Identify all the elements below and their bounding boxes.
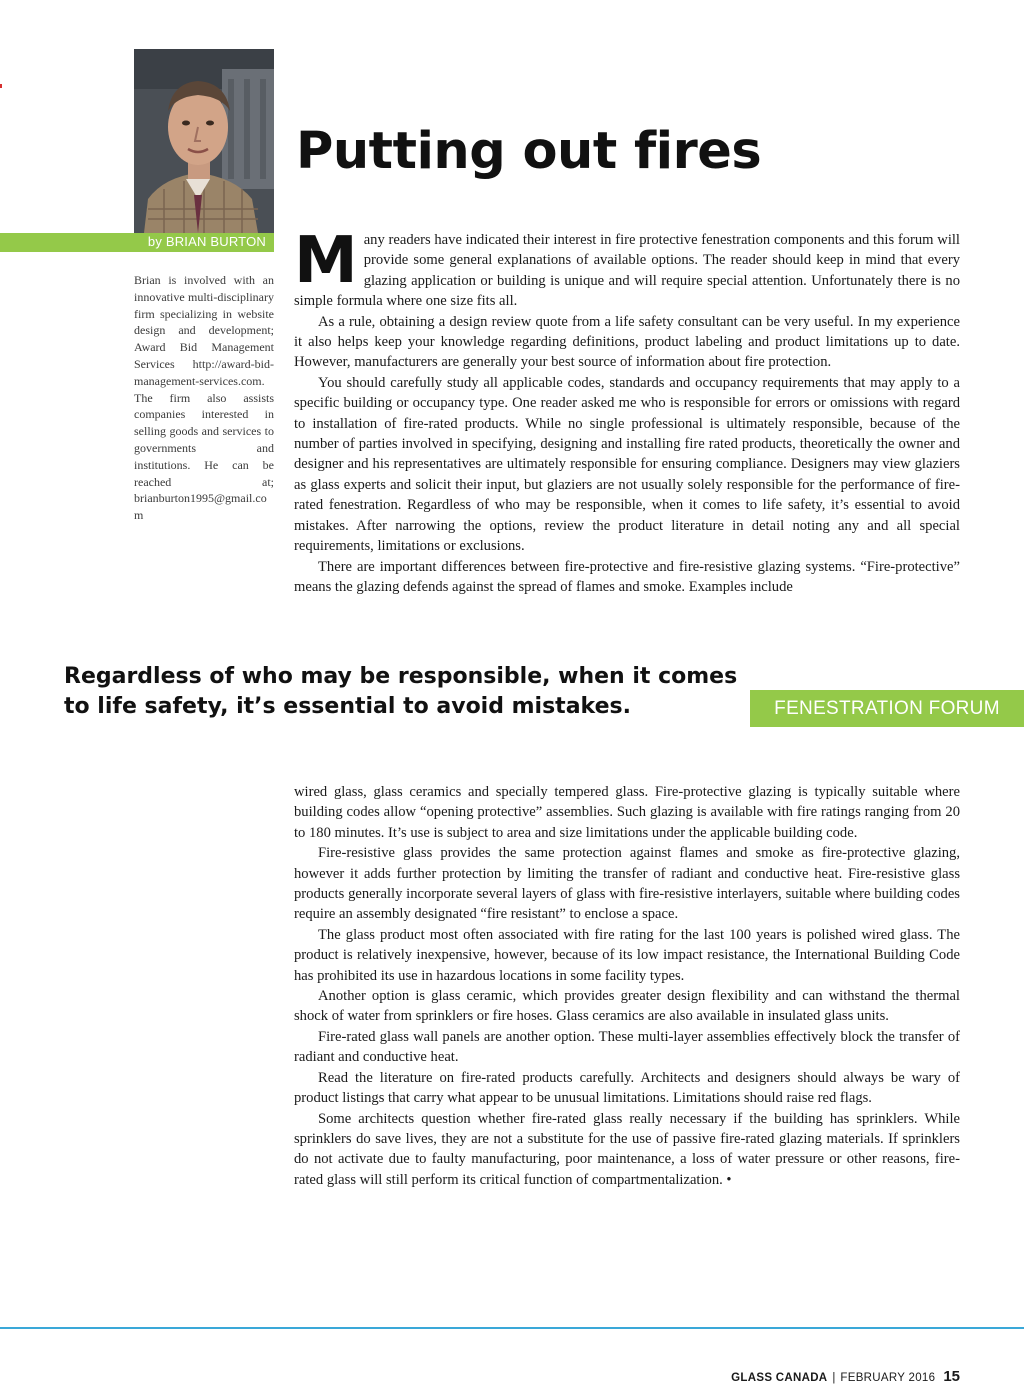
byline: by BRIAN BURTON [147, 234, 266, 249]
article-body-top [294, 230, 960, 642]
article-body-bottom [294, 782, 960, 1282]
body-paragraph-10: Read the literature on fire-rated products carefully. Architects and designers should always be wary of product listings that carry what appear to be unusual limitations. Limitations should raise red flags. [294, 1069, 960, 1107]
publication-name: GLASS CANADA [731, 1372, 828, 1384]
body-paragraph-1 [294, 230, 960, 312]
body-paragraph-9: Fire-rated glass wall panels are another option. These multi-layer assemblies effectively block the transfer of radiant and conductive heat. [294, 1028, 960, 1066]
section-label-tab [750, 690, 1024, 727]
page-footer [731, 1368, 960, 1385]
body-paragraph-11: Some architects question whether fire-rated glass really necessary if the building has sprinklers. While sprinklers do save lives, they are not a substitute for the use of passive fire-rated glazing materials. If sprinklers do not activate due to faulty manufacturing, poor maintenance, a loss of water pressure or other reasons, fire-rated glass will still perform its critical function of compartmentalization. • [294, 1110, 960, 1188]
author-portrait-image [134, 49, 274, 233]
margin-mark [0, 84, 2, 88]
body-paragraph-2: As a rule, obtaining a design review quote from a life safety consultant can be very useful. In my experience it also helps keep your knowledge regarding definitions, product labeling and product limitations up to date. However, manufacturers are generally your best source of information about fire protection. [294, 313, 960, 371]
body-paragraph-6: Fire-resistive glass provides the same protection against flames and smoke as fire-protective glazing, however it adds further protection by limiting the transfer of radiant and conductive heat. Fire-resistive glass products generally incorporate several layers of glass with fire-resistive interlayers, suitable where building codes require an assembly designated “fire resistant” to enclose a space. [294, 845, 960, 923]
body-paragraph-4: There are important differences between fire-protective and fire-resistive glazing systems. “Fire-protective” means the glazing defends against the spread of flames and smoke. Examples include [294, 558, 960, 595]
section-label: FENESTRATION FORUM [774, 698, 1000, 719]
article-title: Putting out fires [296, 122, 762, 181]
author-photo [134, 49, 274, 233]
body-paragraph-1-text: any readers have indicated their interest in fire protective fenestration components and this forum will provide some general explanations of available options. The reader should keep in mind that every glazing application or building is unique and will require special attention. Unfortunately there is no simple formula where one size fits all. [294, 232, 960, 310]
body-paragraph-3: You should carefully study all applicable codes, standards and occupancy requirements that may apply to a specific building or occupancy type. One reader asked me who is responsible for errors or omissions with regard to installation of fire-rated products. While no single professional is ultimately responsible, because of the number of parties involved in specifying, designing and installing fire rated products, theoretically the owner and designer and his representatives are ultimately responsible for ensuring compliance. Designers may view glaziers as glass experts and solicit their input, but glaziers are not usually solely responsible for the performance of fire-rated fenestration. Regardless of who may be responsible, when it comes to life safety, it’s essential to avoid mistakes. After narrowing the options, review the product literature in detail noting any and all special requirements, limitations or exclusions. [294, 374, 960, 555]
body-paragraph-8: Another option is glass ceramic, which provides greater design flexibility and can withstand the thermal shock of water from sprinklers or fire hoses. Glass ceramics are also available in insulated glass units. [294, 988, 960, 1025]
footer-rule [0, 1327, 1024, 1329]
author-bio: Brian is involved with an innovative multi-disciplinary firm specializing in website design and development; Award Bid Management Services http://award-bid-management-services.com. The firm also assists companies interested in selling goods and services to governments and institutions. He can be reached at; brianburton1995@gmail.com [134, 273, 274, 523]
body-paragraph-7: The glass product most often associated with fire rating for the last 100 years is polished wired glass. The product is relatively inexpensive, however, because of its low impact resistance, the International Building Code has prohibited its use in hazardous locations in some facility types. [294, 926, 960, 984]
issue-date: FEBRUARY 2016 [840, 1372, 936, 1384]
drop-cap: M [294, 230, 358, 298]
byline-bar [0, 233, 274, 252]
pull-quote: Regardless of who may be responsible, when it comes to life safety, it’s essential to avoid mistakes. [64, 664, 738, 719]
page-number: 15 [943, 1368, 960, 1385]
footer-separator: | [832, 1372, 836, 1384]
body-paragraph-5: wired glass, glass ceramics and specially tempered glass. Fire-protective glazing is typically suitable where building codes allow “opening protective” assemblies. Such glazing is available with fire ratings ranging from 20 to 180 minutes. It’s use is subject to area and size limitations under the applicable building code. [294, 784, 960, 841]
